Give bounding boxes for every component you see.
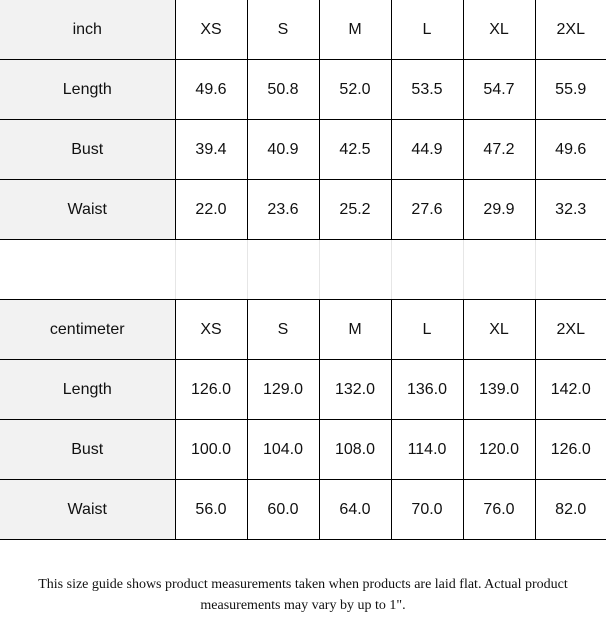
spacer-cell [175, 240, 247, 300]
table-cell: 47.2 [463, 120, 535, 180]
table-cell: 52.0 [319, 60, 391, 120]
unit-label-inch: inch [0, 0, 175, 60]
table-cell: 23.6 [247, 180, 319, 240]
spacer-cell [463, 240, 535, 300]
row-label-bust: Bust [0, 120, 175, 180]
inch-header-row [0, 0, 606, 60]
size-header-m: M [319, 300, 391, 360]
table-cell: 49.6 [175, 60, 247, 120]
table-cell: 54.7 [463, 60, 535, 120]
table-cell: 42.5 [319, 120, 391, 180]
table-cell: 70.0 [391, 480, 463, 540]
table-cell: 56.0 [175, 480, 247, 540]
table-cell: 108.0 [319, 420, 391, 480]
size-header-xl: XL [463, 0, 535, 60]
table-cell: 136.0 [391, 360, 463, 420]
table-cell: 120.0 [463, 420, 535, 480]
row-label-length: Length [0, 360, 175, 420]
spacer-cell [0, 240, 175, 300]
table-cell: 76.0 [463, 480, 535, 540]
table-cell: 139.0 [463, 360, 535, 420]
table-cell: 132.0 [319, 360, 391, 420]
table-spacer-row [0, 240, 606, 300]
table-cell: 29.9 [463, 180, 535, 240]
table-cell: 53.5 [391, 60, 463, 120]
size-header-2xl: 2XL [535, 0, 606, 60]
table-cell: 49.6 [535, 120, 606, 180]
table-cell: 126.0 [535, 420, 606, 480]
size-header-xl: XL [463, 300, 535, 360]
table-cell: 129.0 [247, 360, 319, 420]
size-header-l: L [391, 0, 463, 60]
table-cell: 114.0 [391, 420, 463, 480]
size-header-s: S [247, 0, 319, 60]
size-header-2xl: 2XL [535, 300, 606, 360]
spacer-cell [535, 240, 606, 300]
table-cell: 60.0 [247, 480, 319, 540]
table-cell: 27.6 [391, 180, 463, 240]
table-cell: 32.3 [535, 180, 606, 240]
table-cell: 126.0 [175, 360, 247, 420]
unit-label-centimeter: centimeter [0, 300, 175, 360]
table-cell: 44.9 [391, 120, 463, 180]
row-label-waist: Waist [0, 180, 175, 240]
table-cell: 50.8 [247, 60, 319, 120]
spacer-cell [319, 240, 391, 300]
size-guide-note [0, 574, 606, 616]
spacer-cell [247, 240, 319, 300]
table-row [0, 60, 606, 120]
table-cell: 25.2 [319, 180, 391, 240]
row-label-length: Length [0, 60, 175, 120]
table-row [0, 180, 606, 240]
table-row [0, 420, 606, 480]
table-cell: 40.9 [247, 120, 319, 180]
table-cell: 82.0 [535, 480, 606, 540]
size-header-s: S [247, 300, 319, 360]
size-header-l: L [391, 300, 463, 360]
size-header-m: M [319, 0, 391, 60]
row-label-bust: Bust [0, 420, 175, 480]
table-cell: 55.9 [535, 60, 606, 120]
row-label-waist: Waist [0, 480, 175, 540]
table-cell: 64.0 [319, 480, 391, 540]
table-row [0, 120, 606, 180]
spacer-cell [391, 240, 463, 300]
table-row [0, 360, 606, 420]
size-header-xs: XS [175, 300, 247, 360]
table-cell: 39.4 [175, 120, 247, 180]
note-line-1: This size guide shows product measurements taken when products are laid flat. Actual product [38, 577, 568, 592]
table-cell: 100.0 [175, 420, 247, 480]
cm-header-row [0, 300, 606, 360]
table-cell: 142.0 [535, 360, 606, 420]
note-line-2: measurements may vary by up to 1". [200, 598, 406, 613]
table-cell: 22.0 [175, 180, 247, 240]
size-header-xs: XS [175, 0, 247, 60]
table-row [0, 480, 606, 540]
table-cell: 104.0 [247, 420, 319, 480]
